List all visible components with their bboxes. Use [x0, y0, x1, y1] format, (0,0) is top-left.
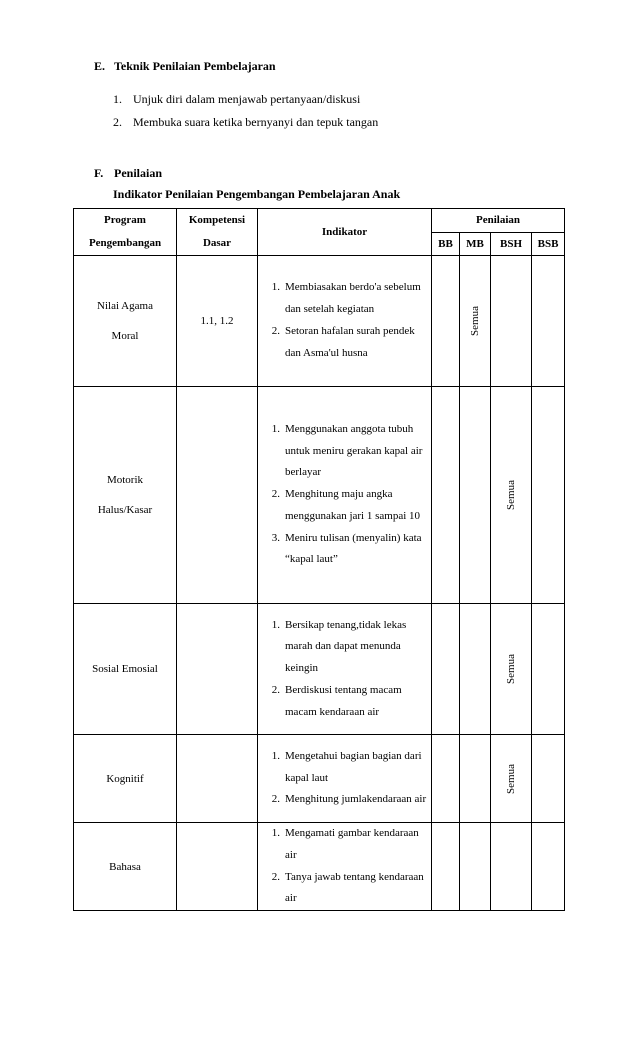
- list-item: [258, 615, 431, 680]
- list-item: [113, 88, 378, 111]
- header-mb: MB: [460, 232, 491, 256]
- program-cell: [74, 823, 177, 911]
- section-e-title: Teknik Penilaian Pembelajaran: [114, 59, 276, 73]
- table-row: [74, 823, 565, 911]
- list-item-text: Tanya jawab tentang kendaraan air: [285, 870, 424, 905]
- bsh-cell: [491, 256, 532, 387]
- bb-cell: [432, 823, 460, 911]
- list-item: [258, 867, 431, 911]
- indikator-cell: [258, 256, 432, 387]
- list-item-number: 2.: [271, 488, 280, 501]
- list-item: [258, 277, 431, 321]
- program-name-line2: Moral: [111, 330, 139, 342]
- bsb-cell: [532, 256, 565, 387]
- list-item-number: 3.: [271, 531, 280, 544]
- program-name-line1: Nilai Agama: [97, 300, 153, 312]
- bb-cell: [432, 604, 460, 735]
- list-item-text: Berdiskusi tentang macam macam kendaraan air: [285, 683, 402, 718]
- table-row: [74, 604, 565, 735]
- program-name-line1: Motorik: [106, 474, 144, 486]
- kompetensi-cell: [177, 604, 258, 735]
- list-item: [258, 484, 431, 528]
- header-kompetensi: [177, 209, 258, 256]
- bsh-cell: [491, 387, 532, 604]
- header-program-line1: Program: [104, 214, 146, 226]
- list-item: [258, 321, 431, 365]
- list-item-text: Mengamati gambar kendaraan air: [285, 827, 419, 861]
- assessment-table: [73, 208, 565, 911]
- list-item-text: Menghitung maju angka menggunakan jari 1 sampai 10: [285, 488, 421, 522]
- section-e-heading: [94, 59, 276, 74]
- mark-label: Semua: [505, 480, 517, 510]
- list-item: [258, 419, 431, 484]
- header-program: [74, 209, 177, 256]
- list-item-number: 1.: [271, 422, 280, 435]
- program-cell: [74, 256, 177, 387]
- bsh-cell: [491, 604, 532, 735]
- section-f-title: Penilaian: [114, 166, 163, 180]
- table-row: [74, 735, 565, 823]
- mb-cell: [460, 387, 491, 604]
- header-kompetensi-line2: Dasar: [202, 237, 232, 249]
- program-cell: [74, 387, 177, 604]
- list-item-number: 2.: [271, 793, 280, 806]
- list-item: [258, 528, 431, 572]
- list-item-number: 2.: [113, 115, 122, 129]
- program-name-line2: Halus/Kasar: [97, 504, 153, 516]
- table-row: [74, 387, 565, 604]
- list-item-text: Membuka suara ketika bernyanyi dan tepuk tangan: [133, 115, 379, 129]
- list-item-text: Unjuk diri dalam menjawab pertanyaan/diskusi: [133, 92, 361, 106]
- list-item: [258, 746, 431, 790]
- header-bsh: BSH: [491, 232, 532, 256]
- list-item-number: 2.: [271, 683, 280, 696]
- header-bb: BB: [432, 232, 460, 256]
- list-item-text: Menghitung jumlakendaraan air: [285, 793, 427, 806]
- list-item-text: Mengetahui bagian bagian dari kapal laut: [285, 749, 422, 784]
- section-f-letter: F.: [94, 166, 104, 180]
- list-item-number: 1.: [271, 827, 280, 839]
- list-item-number: 1.: [113, 92, 122, 106]
- header-kompetensi-line1: Kompetensi: [188, 214, 246, 226]
- list-item: [113, 111, 378, 134]
- bb-cell: [432, 387, 460, 604]
- bsb-cell: [532, 387, 565, 604]
- section-e-letter: E.: [94, 59, 106, 73]
- list-item: [258, 789, 431, 811]
- mark-label: Semua: [505, 763, 517, 794]
- section-f-heading: [94, 166, 162, 181]
- mb-cell: [460, 823, 491, 911]
- list-item: [258, 680, 431, 724]
- program-name-line1: Kognitif: [106, 772, 144, 785]
- list-item-number: 2.: [271, 870, 280, 883]
- list-item-number: 2.: [271, 325, 280, 337]
- bsb-cell: [532, 735, 565, 823]
- bb-cell: [432, 256, 460, 387]
- kompetensi-cell: 1.1, 1.2: [177, 256, 258, 387]
- header-indikator: Indikator: [258, 209, 432, 256]
- header-penilaian: Penilaian: [432, 209, 565, 233]
- list-item-text: Bersikap tenang,tidak lekas marah dan dapat menunda keingin: [285, 618, 407, 675]
- program-cell: [74, 735, 177, 823]
- mb-cell: [460, 735, 491, 823]
- list-item: [258, 823, 431, 867]
- program-name-line1: Sosial Emosial: [92, 663, 158, 675]
- bsb-cell: [532, 823, 565, 911]
- section-e-list: [113, 88, 378, 134]
- kompetensi-cell: [177, 735, 258, 823]
- table-row: [74, 256, 565, 387]
- indikator-cell: [258, 823, 432, 911]
- program-name-line1: Bahasa: [109, 860, 141, 873]
- bsh-cell: [491, 735, 532, 823]
- list-item-text: Membiasakan berdo'a sebelum dan setelah kegiatan: [285, 281, 421, 316]
- list-item-number: 1.: [271, 281, 280, 294]
- mark-label: Semua: [469, 306, 481, 336]
- list-item-number: 1.: [271, 618, 280, 631]
- bsb-cell: [532, 604, 565, 735]
- bsh-cell: [491, 823, 532, 911]
- program-cell: [74, 604, 177, 735]
- list-item-text: Setoran hafalan surah pendek dan Asma'ul husna: [285, 325, 415, 359]
- table-caption: Indikator Penilaian Pengembangan Pembelajaran Anak: [113, 187, 401, 201]
- bb-cell: [432, 735, 460, 823]
- header-program-line2: Pengembangan: [88, 237, 162, 249]
- indikator-cell: [258, 735, 432, 823]
- mark-label: Semua: [505, 654, 517, 684]
- indikator-cell: [258, 387, 432, 604]
- mb-cell: [460, 604, 491, 735]
- kompetensi-cell: [177, 823, 258, 911]
- list-item-text: Meniru tulisan (menyalin) kata “kapal laut”: [285, 531, 422, 566]
- kompetensi-cell: [177, 387, 258, 604]
- list-item-text: Menggunakan anggota tubuh untuk meniru gerakan kapal air berlayar: [285, 422, 423, 479]
- header-bsb: BSB: [532, 232, 565, 256]
- indikator-cell: [258, 604, 432, 735]
- mb-cell: [460, 256, 491, 387]
- list-item-number: 1.: [271, 749, 280, 762]
